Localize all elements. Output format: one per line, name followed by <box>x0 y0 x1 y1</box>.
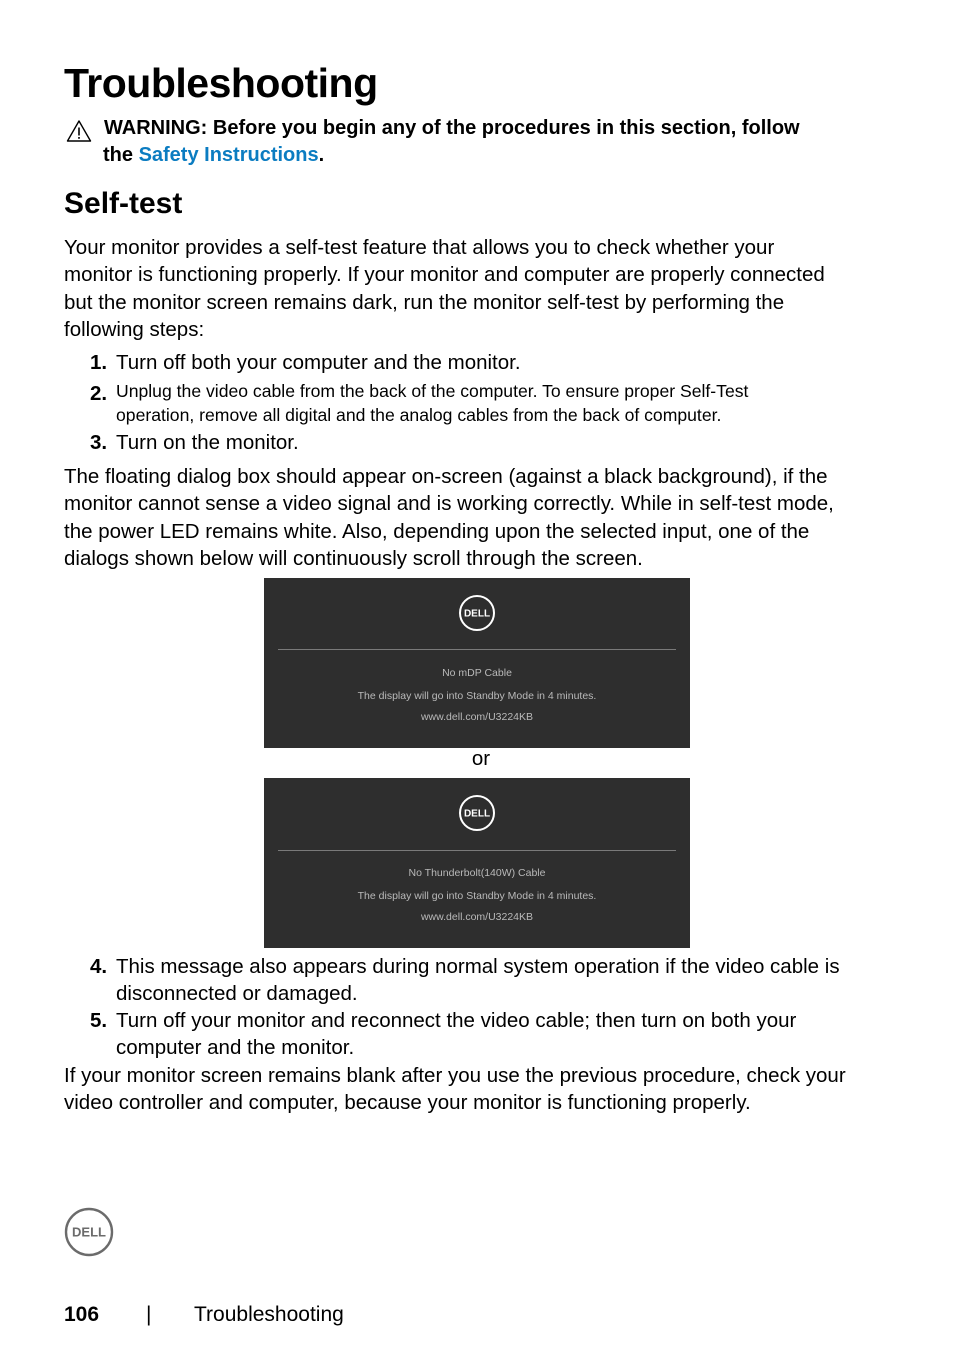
dell-footer-logo-icon <box>64 1207 114 1257</box>
page-number: 106 <box>64 1303 100 1326</box>
intro-line: following steps: <box>64 317 205 341</box>
dialog-message: No mDP Cable <box>442 667 512 679</box>
dialog-url: www.dell.com/U3224KB <box>420 711 534 723</box>
dialog-url: www.dell.com/U3224KB <box>420 911 534 923</box>
dialog-standby-text: The display will go into Standby Mode in 4 minutes. <box>357 690 597 702</box>
step-text <box>116 349 876 376</box>
self-test-dialog-mdp <box>264 578 690 748</box>
dell-logo-text: DELL <box>463 608 491 620</box>
step-line: disconnected or damaged. <box>116 982 358 1006</box>
warning-line-2 <box>103 142 904 169</box>
floating-line: the power LED remains white. Also, depending upon the selected input, one of the <box>64 519 810 543</box>
footer-section-title: Troubleshooting <box>194 1303 344 1326</box>
floating-line: monitor cannot sense a video signal and is working correctly. While in self-test mode, <box>64 492 834 516</box>
step-number: 3. <box>90 431 108 454</box>
intro-line: Your monitor provides a self-test feature that allows you to check whether your <box>64 236 775 259</box>
step-number: 5. <box>90 1009 108 1032</box>
step-line: Unplug the video cable from the back of the computer. To ensure proper Self-Test <box>116 381 749 401</box>
intro-paragraph <box>64 234 884 343</box>
intro-line: monitor is functioning properly. If your monitor and computer are properly connected <box>64 263 825 287</box>
step-number: 2. <box>90 382 108 405</box>
safety-instructions-link[interactable]: Safety Instructions <box>138 144 319 166</box>
step-number: 1. <box>90 351 108 374</box>
page-title: Troubleshooting <box>64 60 378 106</box>
self-test-dialog-thunderbolt <box>264 778 690 948</box>
closing-paragraph <box>64 1062 884 1117</box>
warning-suffix: . <box>318 144 325 166</box>
dialog-standby-text: The display will go into Standby Mode in 4 minutes. <box>357 890 597 902</box>
step-number: 4. <box>90 955 108 978</box>
step-line: This message also appears during normal system operation if the video cable is <box>116 955 840 978</box>
closing-line: If your monitor screen remains blank after you use the previous procedure, check your <box>64 1064 846 1087</box>
step-line: Turn off both your computer and the monitor. <box>116 351 521 374</box>
floating-line: dialogs shown below will continuously scroll through the screen. <box>64 546 643 570</box>
step-text <box>116 380 876 427</box>
step-line: Turn off your monitor and reconnect the video cable; then turn on both your <box>116 1009 797 1032</box>
warning-triangle-icon <box>66 119 92 143</box>
warning-line-1: WARNING: Before you begin any of the procedures in this section, follow <box>104 117 800 139</box>
floating-dialog-paragraph <box>64 463 884 572</box>
or-separator: or <box>471 747 491 770</box>
step-line: Turn on the monitor. <box>116 431 299 454</box>
step-text <box>116 953 876 1008</box>
step-text <box>116 429 876 456</box>
dialog-message: No Thunderbolt(140W) Cable <box>408 867 546 879</box>
dell-logo-icon <box>458 594 496 632</box>
intro-line: but the monitor screen remains dark, run the monitor self-test by performing the <box>64 290 785 314</box>
dialog-divider <box>278 850 676 851</box>
dialog-divider <box>278 649 676 650</box>
dell-footer-logo-text: DELL <box>72 1224 106 1240</box>
warning-text <box>104 115 904 169</box>
section-heading: Self-test <box>64 187 183 220</box>
step-text <box>116 1007 876 1062</box>
footer-separator: | <box>146 1303 152 1326</box>
step-line: operation, remove all digital and the analog cables from the back of computer. <box>116 404 722 425</box>
closing-line: video controller and computer, because your monitor is functioning properly. <box>64 1091 751 1115</box>
dell-logo-text: DELL <box>463 808 491 820</box>
floating-line: The floating dialog box should appear on-screen (against a black background), if the <box>64 465 828 488</box>
dell-logo-icon <box>458 794 496 832</box>
warning-prefix: the <box>103 144 139 166</box>
step-line: computer and the monitor. <box>116 1036 355 1060</box>
